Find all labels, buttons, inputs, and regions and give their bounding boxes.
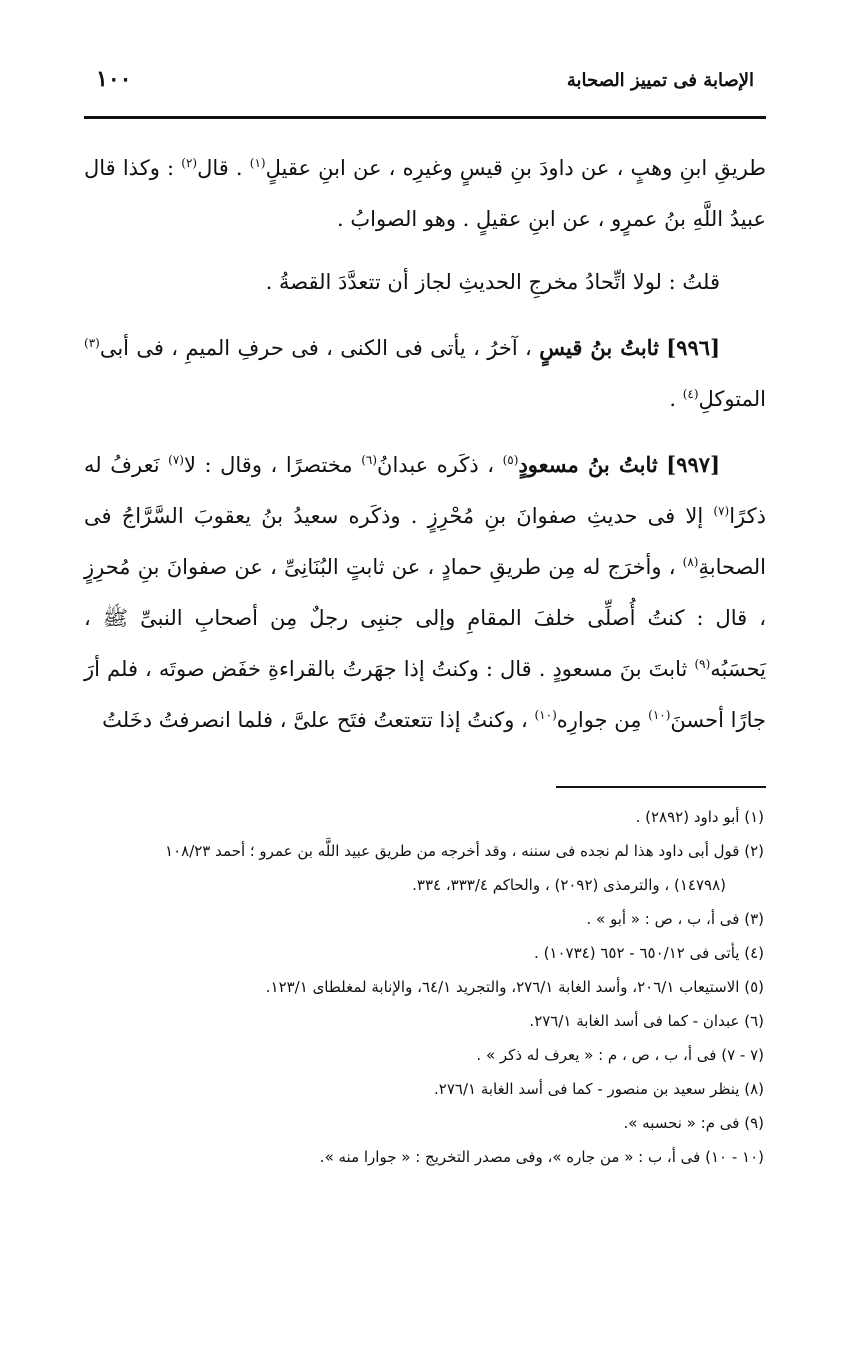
footnote-8: (٨) ينظر سعيد بن منصور - كما فى أسد الغابة ٢٧٦/١.	[434, 1080, 764, 1098]
entry-997: [٩٩٧] ثابتُ بنُ مسعودٍ$^{(٥)}$ ، ذكَره عبدانُ$^{(٦)}$ مختصرًا ، وقال : لا$^{(٧)}$ نَعرفُ له ذكرًا$^{(٧)}$ إلا فى حديثِ صفوانَ بنِ مُحْرِزٍ . وذكَره سعيدُ بنُ يعقوبَ السَّرَّاجُ فى الصحابةِ$^{(٨)}$ ، وأخرَج له مِن طريقِ حمادٍ ، عن ثابتٍ البُنَانِىِّ ، عن صفوانَ بنِ مُحرِزٍ ، قال : كنتُ أُصلِّى خلفَ المقامِ وإلى جنبِى رجلٌ مِن أصحابِ النبىِّ ﷺ ، يَحسَبُه$^{(٩)}$ ثابتَ بنَ مسعودٍ . قال : وكنتُ إذا جهَرتُ بالقراءةِ خفَض صوتَه ، فلم أرَ جارًا أحسنَ$^{(١٠)}$ مِن جوارِه$^{(١٠)}$ ، وكنتُ إذا تتعتعتُ فتَح علىَّ ، فلما انصرفتُ دخَلتُ	[84, 452, 766, 732]
footnote-5: (٥) الاستيعاب ٢٠٦/١، وأسد الغابة ٢٧٦/١، والتجريد ٦٤/١، والإنابة لمغلطاى ١٢٣/١.	[265, 978, 764, 996]
entry-number: [٩٩٧]	[666, 452, 720, 477]
page-header	[84, 66, 766, 106]
footnote-ref: (١٠)	[648, 708, 671, 722]
footnote-7: (٧ - ٧) فى أ، ب ، ص ، م : « يعرف له ذكر » .	[476, 1046, 764, 1064]
running-title: الإصابة فى تمييز الصحابة	[566, 70, 754, 91]
footnote-1: (١) أبو داود (٢٨٩٢) .	[635, 808, 764, 826]
footnote-ref: (٣)	[84, 336, 100, 350]
entry-number: [٩٩٦]	[666, 335, 721, 360]
entry-996: [٩٩٦] ثابتُ بنُ قيسٍ ، آخرُ ، يأتى فى الكنى ، فى حرفِ الميمِ ، فى أبى$^{(٣)}$ المتوكلِ$^{(٤)}$ .	[84, 335, 766, 411]
footnote-3: (٣) فى أ، ب ، ص : « أبو » .	[586, 910, 764, 928]
footnote-ref: (٧)	[168, 453, 184, 467]
book-page	[84, 66, 766, 1174]
footnote-ref: (٥)	[502, 453, 519, 467]
footnote-ref: (٦)	[361, 453, 378, 467]
page-number: ١٠٠	[96, 66, 132, 92]
footnote-6: (٦) عبدان - كما فى أسد الغابة ٢٧٦/١.	[529, 1012, 764, 1030]
paragraph-continuation: طريقِ ابنِ وهبٍ ، عن داودَ بنِ قيسٍ وغيرِه ، عن ابنِ عقيلٍ$^{(١)}$ . قال$^{(٢)}$ : وكذا قال عبيدُ اللَّهِ بنُ عمرٍو ، عن ابنِ عقيلٍ . وهو الصوابُ .	[84, 156, 766, 231]
footnote-ref: (١٠)	[534, 708, 557, 722]
footnote-ref: (٧)	[713, 504, 730, 518]
paragraph-comment: قلتُ : لولا اتِّحادُ مخرجِ الحديثِ لجاز أن تتعدَّدَ القصةُ .	[265, 270, 720, 294]
entry-name: ثابتُ بنُ قيسٍ	[539, 335, 659, 360]
footnote-ref: (٩)	[694, 657, 711, 671]
footnote-rule	[556, 786, 766, 788]
main-text	[84, 143, 766, 746]
header-rule	[84, 116, 766, 119]
footnote-10: (١٠ - ١٠) فى أ، ب : « من جاره »، وفى مصدر التخريج : « جوارا منه ».	[319, 1148, 764, 1166]
footnotes	[84, 800, 766, 1174]
footnote-2: (٢) قول أبى داود هذا لم نجده فى سننه ، وقد أخرجه من طريق عبيد اللَّه بن عمرو ؛ أحمد ١٠٨/٢٣	[165, 842, 764, 860]
footnote-ref: (٤)	[682, 387, 699, 401]
footnote-ref: (١)	[249, 156, 266, 170]
footnote-2-continuation: (١٤٧٩٨) ، والترمذى (٢٠٩٢) ، والحاكم ٣٣٣/٤، ٣٣٤.	[412, 876, 726, 894]
footnote-9: (٩) فى م: « نحسبه ».	[623, 1114, 764, 1132]
entry-name: ثابتُ بنُ مسعودٍ	[518, 452, 658, 477]
footnote-ref: (٨)	[682, 555, 699, 569]
footnote-4: (٤) يأتى فى ٦٥٠/١٢ - ٦٥٢ (١٠٧٣٤) .	[534, 944, 764, 962]
footnote-ref: (٢)	[181, 156, 198, 170]
